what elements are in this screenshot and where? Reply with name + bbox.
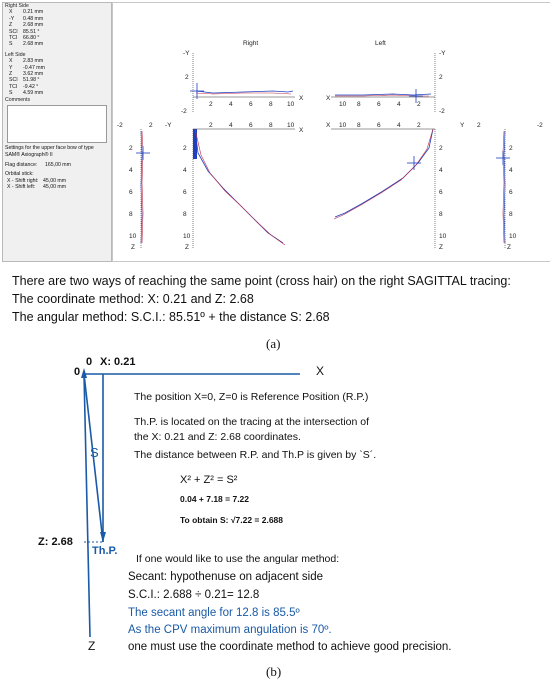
angular-text-2: Secant: hypothenuse on adjacent side bbox=[128, 571, 324, 583]
rs-tick-label: 2 bbox=[209, 122, 213, 129]
thp-arrow bbox=[100, 532, 106, 542]
rt-tick-label: 2 bbox=[209, 101, 213, 108]
right-side-values bbox=[3, 9, 111, 47]
rt-x-label: X bbox=[299, 95, 304, 102]
lt-crosshair bbox=[409, 89, 423, 103]
settings-text: Settings for the upper face bow of type SAM® Axiograph® II bbox=[5, 145, 94, 158]
ls-z-label: Z bbox=[439, 244, 443, 251]
text-thp-1: Th.P. is located on the tracing at the intersection of bbox=[134, 416, 370, 428]
formula: X² + Z² = S² bbox=[180, 474, 238, 486]
tracing-area bbox=[112, 2, 550, 262]
left-side-values bbox=[3, 58, 111, 96]
rs-dense-start bbox=[193, 129, 197, 159]
measurement-sidebar bbox=[2, 2, 112, 262]
rs-z-tick: 2 bbox=[183, 145, 187, 152]
fl-z-tick: 10 bbox=[129, 233, 137, 240]
shift-left bbox=[3, 184, 111, 190]
origin-zero: 0 bbox=[74, 366, 81, 378]
ls-tick-label: 10 bbox=[339, 122, 347, 129]
right-value: 66.80 ° bbox=[23, 35, 40, 42]
right-key: Z bbox=[9, 22, 13, 29]
lt-tick-labels bbox=[339, 101, 421, 108]
orbital-stick-label: Orbital stick: bbox=[5, 171, 34, 178]
fr-z-tick: 8 bbox=[509, 211, 513, 218]
shift-right-label: X - Shift right: bbox=[7, 177, 39, 184]
flag-distance bbox=[3, 162, 111, 168]
calc-2: To obtain S: √7.22 = 2.688 bbox=[180, 515, 284, 525]
right-value: 2.68 mm bbox=[23, 41, 44, 48]
ls-tick-label: 6 bbox=[377, 122, 381, 129]
lt-tick-label: 2 bbox=[417, 101, 421, 108]
left-key: X bbox=[9, 58, 13, 65]
rs-x-label: X bbox=[299, 127, 304, 134]
x-axis-label: X bbox=[316, 364, 325, 378]
caption-line-3: The angular method: S.C.I.: 85.51º + the distance S: 2.68 bbox=[12, 310, 330, 324]
angular-text-5: As the CPV maximum angulation is 70º. bbox=[128, 624, 332, 636]
ls-x-label: X bbox=[326, 122, 331, 129]
caption-a bbox=[12, 272, 548, 326]
shift-right-value: 45,00 mm bbox=[43, 177, 67, 184]
fl-crosshair bbox=[136, 146, 150, 160]
panel-b bbox=[0, 352, 550, 686]
left-key: S bbox=[9, 90, 13, 97]
s-label: S bbox=[90, 445, 99, 460]
fr-z-tick: 10 bbox=[509, 233, 517, 240]
right-value: 2.68 mm bbox=[23, 22, 44, 29]
fl-z-tick: 8 bbox=[129, 211, 133, 218]
text-reference-position: The position X=0, Z=0 is Reference Position (R.P.) bbox=[134, 391, 369, 403]
left-value: -0.47 mm bbox=[23, 64, 45, 71]
fr-z-tick: 2 bbox=[509, 145, 513, 152]
fl-neg-y: -Y bbox=[165, 122, 172, 129]
rs-z-tick: 6 bbox=[183, 189, 187, 196]
angular-text-1: If one would like to use the angular method: bbox=[136, 553, 340, 565]
top-zero: 0 bbox=[86, 356, 93, 368]
origin-arrow bbox=[81, 368, 87, 378]
fl-z-label: Z bbox=[131, 244, 135, 251]
right-key: X bbox=[9, 9, 13, 16]
lt-tick-label: 8 bbox=[357, 101, 361, 108]
left-key: Z bbox=[9, 71, 13, 78]
fl-z-tick: 6 bbox=[129, 189, 133, 196]
rs-tick-labels bbox=[209, 122, 295, 129]
shift-left-value: 45,00 mm bbox=[43, 184, 67, 191]
fr-z-label: Z bbox=[507, 244, 511, 251]
rs-trace-red bbox=[195, 129, 285, 245]
fr-y: Y bbox=[460, 122, 465, 129]
left-key: Y bbox=[9, 64, 13, 71]
rs-z-label: Z bbox=[185, 244, 189, 251]
angular-text-3: S.C.I.: 2.688 ÷ 0.21= 12.8 bbox=[128, 589, 260, 601]
fl-z-tick-labels bbox=[129, 145, 137, 240]
text-distance: The distance between R.P. and Th.P is given by `S´. bbox=[134, 449, 377, 461]
left-side-title: Left Side bbox=[5, 51, 26, 58]
fl-neg2: -2 bbox=[117, 122, 123, 129]
rt-tick-label: 10 bbox=[287, 101, 295, 108]
caption-line-1: There are two ways of reaching the same point (cross hair) on the right SAGITTAL tracing: bbox=[12, 274, 511, 288]
left-value: 4.59 mm bbox=[23, 90, 44, 97]
angular-text-6: one must use the coordinate method to achieve good precision. bbox=[128, 641, 452, 653]
fr-crosshair bbox=[496, 151, 510, 165]
lt-trace-blue bbox=[335, 94, 431, 95]
rs-z-tick: 10 bbox=[183, 233, 191, 240]
rs-tick-label: 6 bbox=[249, 122, 253, 129]
shift-left-label: X - Shift left: bbox=[7, 184, 36, 191]
lt-tick-neg2: -2 bbox=[439, 108, 445, 115]
right-key: -Y bbox=[9, 15, 15, 22]
fl-pos2: 2 bbox=[149, 122, 153, 129]
tracing-svg bbox=[113, 3, 550, 261]
ls-z-tick: 4 bbox=[439, 167, 443, 174]
angular-text-4: The secant angle for 12.8 is 85.5º bbox=[128, 607, 300, 619]
rs-z-tick: 8 bbox=[183, 211, 187, 218]
ls-crosshair bbox=[407, 156, 421, 170]
right-key: TCI bbox=[9, 35, 18, 42]
fl-z-tick: 4 bbox=[129, 167, 133, 174]
left-row bbox=[3, 90, 111, 96]
ls-trace-blue bbox=[335, 129, 433, 217]
rs-tick-label: 4 bbox=[229, 122, 233, 129]
left-value: -9.42 ° bbox=[23, 83, 39, 90]
panel-a bbox=[0, 0, 550, 262]
lt-tick-2: 2 bbox=[439, 74, 443, 81]
left-value: 3.62 mm bbox=[23, 71, 44, 78]
flag-distance-label: Flag distance: bbox=[5, 161, 38, 168]
rs-tick-label: 10 bbox=[287, 122, 295, 129]
fr-z-tick: 6 bbox=[509, 189, 513, 196]
left-title: Left bbox=[375, 40, 386, 47]
right-value: 0.48 mm bbox=[23, 15, 44, 22]
rs-z-tick-labels bbox=[183, 145, 191, 240]
ls-z-tick: 8 bbox=[439, 211, 443, 218]
ls-z-tick: 2 bbox=[439, 145, 443, 152]
rt-tick-2: 2 bbox=[185, 74, 189, 81]
comments-box[interactable] bbox=[7, 105, 107, 143]
ls-tick-label: 4 bbox=[397, 122, 401, 129]
thp-label: Th.P. bbox=[92, 545, 118, 557]
ls-tick-label: 8 bbox=[357, 122, 361, 129]
fr-trace-red bbox=[503, 131, 504, 243]
right-row bbox=[3, 41, 111, 47]
rs-tick-label: 8 bbox=[269, 122, 273, 129]
rs-z-tick: 4 bbox=[183, 167, 187, 174]
comments-label: Comments bbox=[5, 96, 31, 103]
ls-z-tick: 6 bbox=[439, 189, 443, 196]
right-side-title: Right Side bbox=[5, 3, 29, 9]
panel-b-label: (b) bbox=[266, 664, 282, 679]
rt-crosshair bbox=[190, 83, 204, 99]
left-value: 51.98 ° bbox=[23, 77, 40, 84]
ls-z-tick: 10 bbox=[439, 233, 447, 240]
lt-y-label: -Y bbox=[439, 50, 446, 57]
left-value: 2.83 mm bbox=[23, 58, 44, 65]
rs-trace-blue bbox=[195, 129, 283, 243]
fr-neg2: -2 bbox=[537, 122, 543, 129]
calc-1: 0.04 + 7.18 = 7.22 bbox=[180, 494, 250, 504]
ls-tick-label: 2 bbox=[417, 122, 421, 129]
left-key: TCI bbox=[9, 83, 18, 90]
rt-tick-labels bbox=[209, 101, 295, 108]
right-key: SCI bbox=[9, 28, 18, 35]
right-key: S bbox=[9, 41, 13, 48]
lt-tick-label: 6 bbox=[377, 101, 381, 108]
flag-distance-value: 165,00 mm bbox=[45, 161, 71, 168]
ls-trace-red bbox=[334, 129, 433, 219]
fr-z-tick-labels bbox=[509, 145, 517, 240]
rt-tick-label: 6 bbox=[249, 101, 253, 108]
rt-tick-label: 4 bbox=[229, 101, 233, 108]
lt-x-label: X bbox=[326, 95, 331, 102]
lt-tick-label: 4 bbox=[397, 101, 401, 108]
z-coordinate-label: Z: 2.68 bbox=[38, 536, 73, 548]
text-thp-2: the X: 0.21 and Z: 2.68 coordinates. bbox=[134, 431, 301, 443]
ls-z-tick-labels bbox=[439, 145, 447, 240]
rt-tick-label: 8 bbox=[269, 101, 273, 108]
rt-neg-y-label: -Y bbox=[183, 50, 190, 57]
z-axis-label: Z bbox=[88, 639, 96, 653]
right-title: Right bbox=[243, 40, 259, 47]
fr-z-tick: 4 bbox=[509, 167, 513, 174]
fl-z-tick: 2 bbox=[129, 145, 133, 152]
ls-tick-labels bbox=[339, 122, 421, 129]
rt-trace-red bbox=[196, 93, 291, 94]
lt-tick-label: 10 bbox=[339, 101, 347, 108]
fr-pos2: 2 bbox=[477, 122, 481, 129]
x-coordinate-label: X: 0.21 bbox=[100, 356, 136, 368]
left-key: SCI bbox=[9, 77, 18, 84]
caption-line-2: The coordinate method: X: 0.21 and Z: 2.68 bbox=[12, 292, 254, 306]
right-value: 0.21 mm bbox=[23, 9, 44, 16]
rt-tick-neg2: -2 bbox=[181, 108, 187, 115]
panel-a-label: (a) bbox=[266, 336, 281, 351]
right-value: 85.51 ° bbox=[23, 28, 40, 35]
